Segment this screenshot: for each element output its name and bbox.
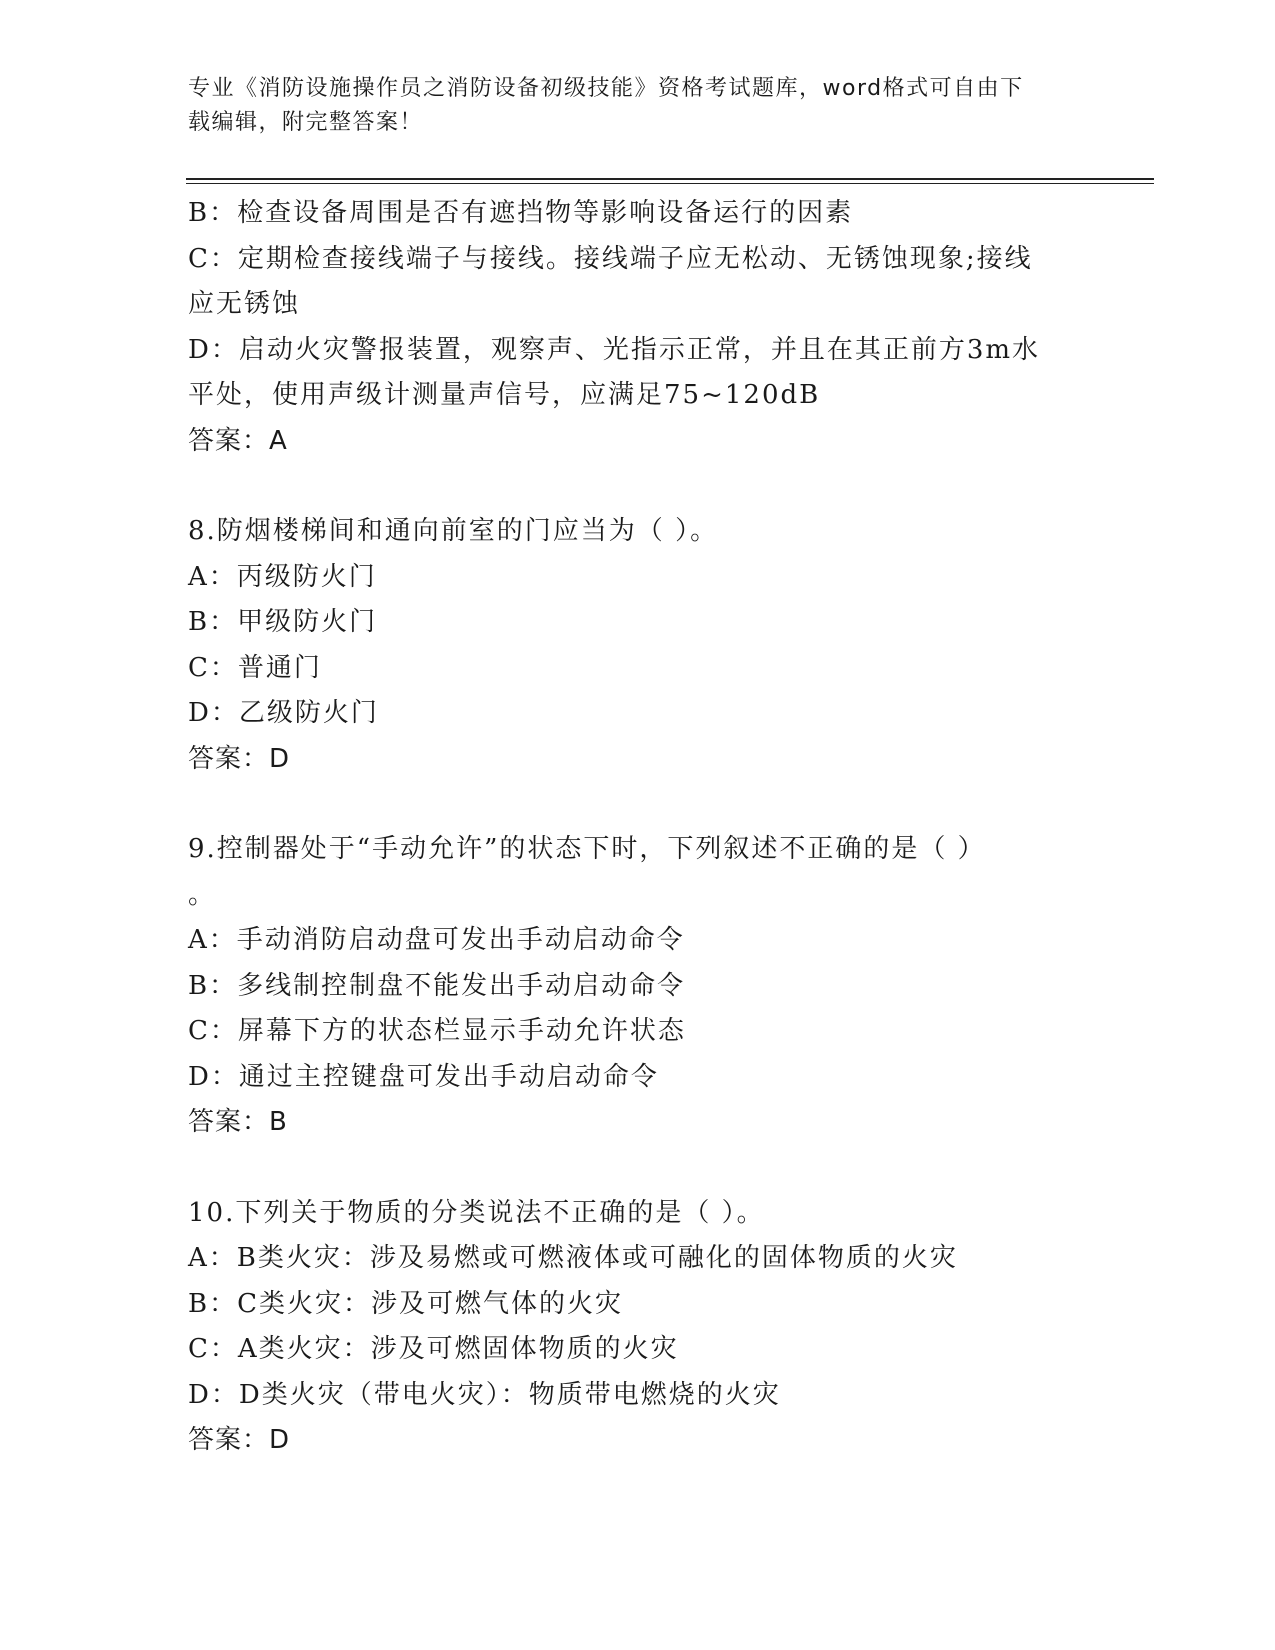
- option-b: B：C类火灾：涉及可燃气体的火灾: [188, 1288, 624, 1319]
- option-c: C：普通门: [188, 652, 322, 683]
- document-body: [188, 191, 1068, 1464]
- answer: 答案：A: [188, 425, 288, 456]
- option-c-continued: 应无锈蚀: [188, 289, 301, 319]
- option-a: A：B类火灾：涉及易燃或可燃液体或可融化的固体物质的火灾: [188, 1243, 958, 1273]
- question-8: [188, 509, 1068, 782]
- question-text: 9.控制器处于“手动允许”的状态下时，下列叙述不正确的是（ ）: [188, 834, 986, 864]
- question-text-continued: 。: [188, 879, 217, 910]
- question-10: [188, 1191, 1068, 1464]
- answer: 答案：D: [188, 1425, 291, 1455]
- question-text: 10.下列关于物质的分类说法不正确的是（ ）。: [188, 1197, 765, 1228]
- question-9: [188, 827, 1068, 1146]
- header-line-2: 载编辑，附完整答案！: [188, 110, 424, 135]
- option-b: B：甲级防火门: [188, 607, 378, 637]
- answer: 答案：D: [188, 743, 291, 774]
- question-7: [188, 191, 1068, 464]
- option-d: D：D类火灾（带电火灾）：物质带电燃烧的火灾: [188, 1379, 781, 1410]
- option-d: D：通过主控键盘可发出手动启动命令: [188, 1061, 659, 1092]
- option-c: C：定期检查接线端子与接线。接线端子应无松动、无锈蚀现象;接线: [188, 243, 1033, 274]
- header-rule-thin: [186, 183, 1154, 184]
- option-b: B：多线制控制盘不能发出手动启动命令: [188, 970, 686, 1001]
- header-line-1: 专业《消防设施操作员之消防设备初级技能》资格考试题库，word格式可自由下: [188, 76, 1024, 101]
- option-b: B：检查设备周围是否有遮挡物等影响设备运行的因素: [188, 198, 854, 228]
- option-a: A：丙级防火门: [188, 561, 377, 592]
- answer: 答案：B: [188, 1107, 288, 1137]
- option-a: A：手动消防启动盘可发出手动启动命令: [188, 925, 685, 955]
- question-text: 8.防烟楼梯间和通向前室的门应当为（ ）。: [188, 516, 719, 546]
- option-d-continued: 平处，使用声级计测量声信号，应满足75~120dB: [188, 380, 821, 410]
- option-c: C：屏幕下方的状态栏显示手动允许状态: [188, 1016, 686, 1046]
- document-header: [188, 72, 1068, 140]
- option-c: C：A类火灾：涉及可燃固体物质的火灾: [188, 1334, 679, 1364]
- option-d: D：乙级防火门: [188, 698, 379, 728]
- header-rule-thick: [186, 178, 1154, 180]
- option-d: D：启动火灾警报装置，观察声、光指示正常，并且在其正前方3m水: [188, 334, 1041, 365]
